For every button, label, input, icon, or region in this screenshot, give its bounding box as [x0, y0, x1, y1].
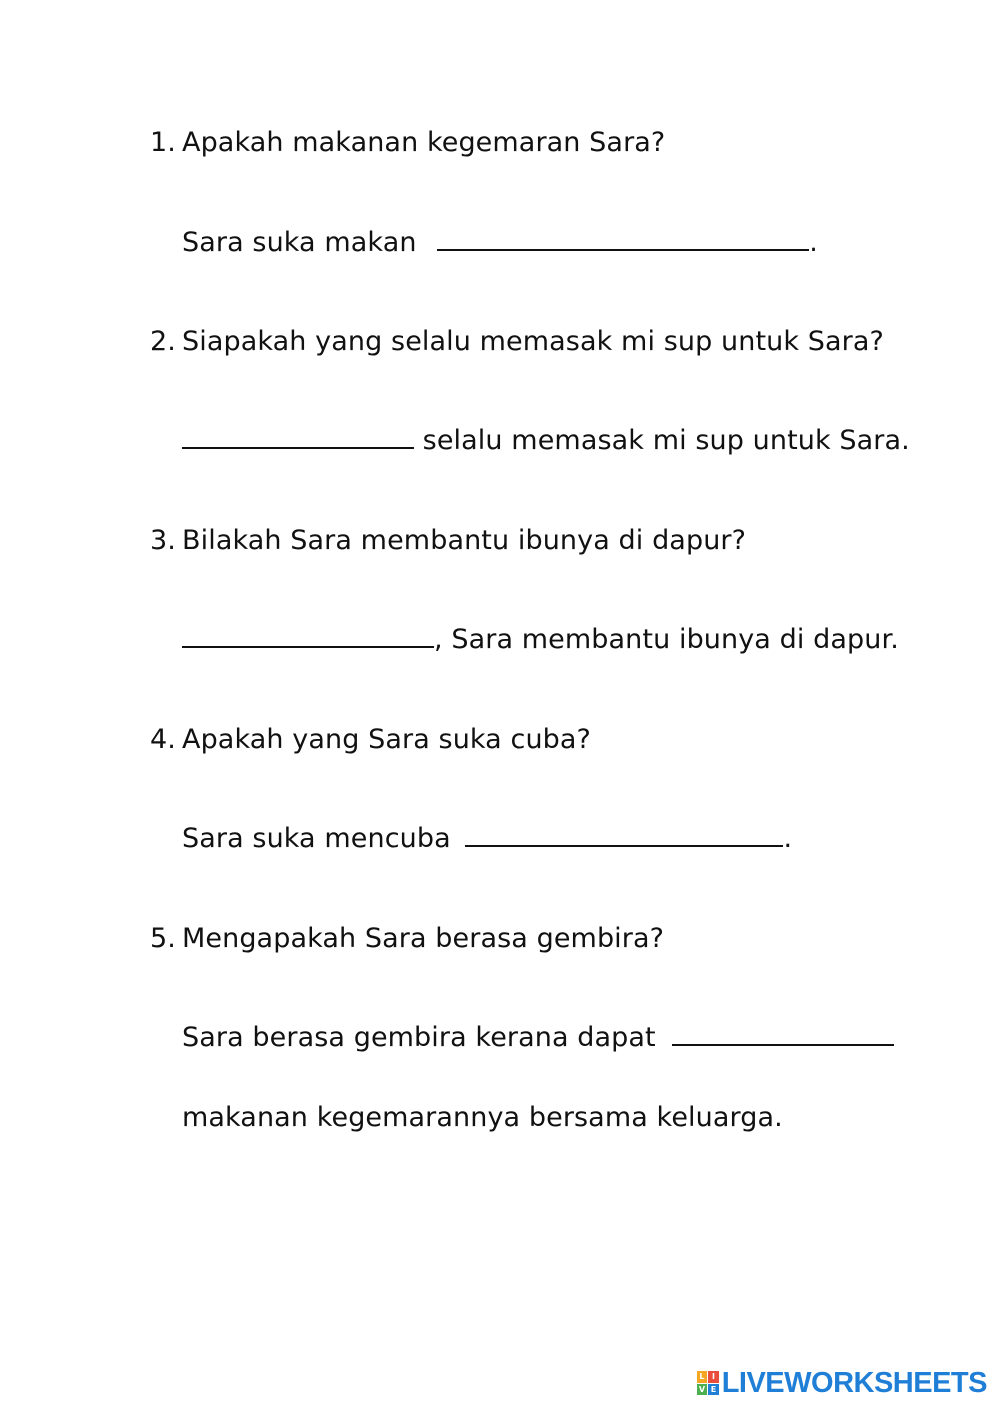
question-number: 4. [150, 724, 176, 755]
answer-1 [182, 226, 818, 260]
answer-blank[interactable] [182, 425, 414, 449]
answer-suffix: , Sara membantu ibunya di dapur. [434, 624, 899, 655]
answer-suffix: . [809, 227, 818, 258]
liveworksheets-logo [697, 1368, 987, 1398]
answer-blank[interactable] [465, 823, 783, 847]
question-number: 2. [150, 326, 176, 357]
answer-5-continued [182, 1101, 783, 1135]
answer-prefix: Sara berasa gembira kerana dapat [182, 1022, 656, 1053]
answer-3 [182, 623, 899, 657]
question-number: 3. [150, 525, 176, 556]
answer-2 [182, 424, 910, 458]
question-number: 5. [150, 923, 176, 954]
logo-block: I [708, 1371, 719, 1383]
answer-4 [182, 822, 792, 856]
logo-block: L [697, 1371, 708, 1383]
question-text: Apakah yang Sara suka cuba? [182, 724, 591, 755]
logo-block: V [697, 1384, 708, 1396]
answer-blank[interactable] [672, 1022, 894, 1046]
answer-suffix: . [783, 823, 793, 854]
answer-5 [182, 1021, 894, 1055]
question-text: Bilakah Sara membantu ibunya di dapur? [182, 525, 747, 556]
question-text: Siapakah yang selalu memasak mi sup untuk Sara? [182, 326, 884, 357]
answer-blank[interactable] [182, 624, 434, 648]
logo-icon [697, 1371, 719, 1395]
question-text: Apakah makanan kegemaran Sara? [182, 127, 666, 158]
question-number: 1. [150, 127, 176, 158]
logo-text: LIVEWORKSHEETS [721, 1366, 987, 1399]
answer-prefix: Sara suka mencuba [182, 823, 451, 854]
answer-blank[interactable] [437, 227, 809, 251]
answer-prefix: Sara suka makan [182, 227, 417, 258]
answer-suffix: selalu memasak mi sup untuk Sara. [414, 425, 910, 456]
logo-block: E [708, 1384, 719, 1396]
question-text: Mengapakah Sara berasa gembira? [182, 923, 665, 954]
answer-line: makanan kegemarannya bersama keluarga. [182, 1102, 783, 1133]
